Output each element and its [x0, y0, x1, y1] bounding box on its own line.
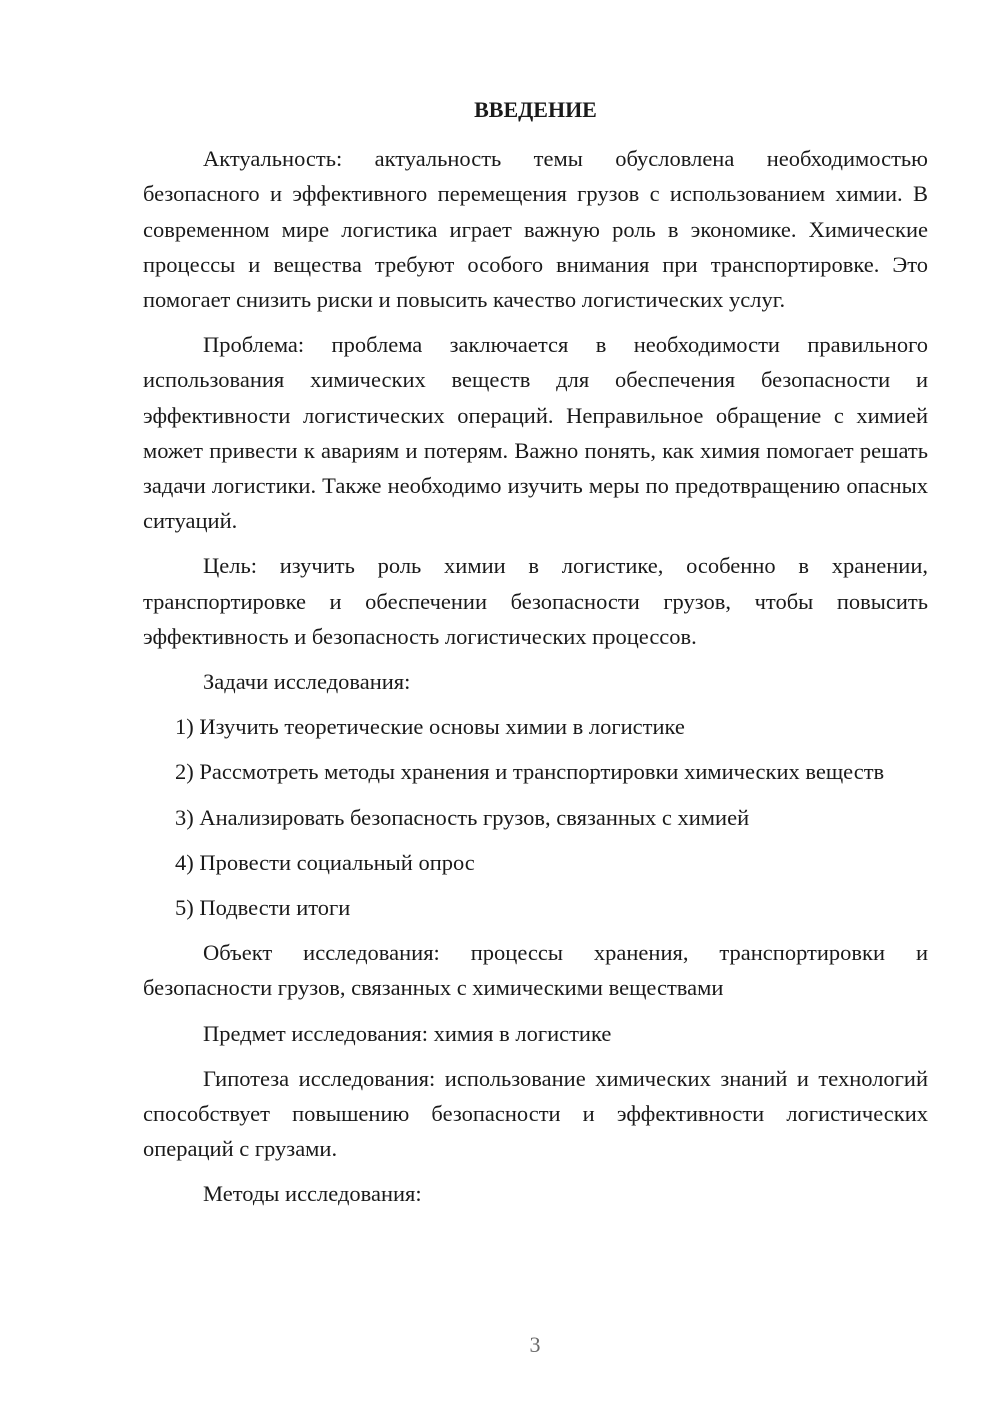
section-title: ВВЕДЕНИЕ — [474, 97, 597, 122]
document-page — [143, 92, 928, 1222]
paragraph-problem: Проблема: проблема заключается в необходимости правильного использования химических веществ для обеспечения безопасности и эффективности логистических операций. Неправильное обращение с химией может привести к авариям и потерям. Важно понять, как химия помогает решать задачи логистики. Также необходимо изучить меры по предотвращению опасных ситуаций. — [143, 332, 928, 534]
tasks-heading: Задачи исследования: — [203, 669, 411, 695]
methods-heading: Методы исследования: — [203, 1181, 422, 1207]
paragraph-object: Объект исследования: процессы хранения, транспортировки и безопасности грузов, связанных с химическими веществами — [143, 940, 928, 1001]
list-item: 3) Анализировать безопасность грузов, связанных с химией — [175, 804, 750, 830]
list-item: 4) Провести социальный опрос — [175, 849, 475, 875]
paragraph-subject: Предмет исследования: химия в логистике — [203, 1020, 612, 1046]
paragraph-goal: Цель: изучить роль химии в логистике, особенно в хранении, транспортировке и обеспечении безопасности грузов, чтобы повысить эффективность и безопасность логистических процессов. — [143, 553, 928, 649]
list-item: 1) Изучить теоретические основы химии в логистике — [175, 714, 685, 740]
page-number: 3 — [529, 1332, 541, 1357]
paragraph-hypothesis: Гипотеза исследования: использование химических знаний и технологий способствует повышению безопасности и эффективности логистических операций с грузами. — [143, 1065, 928, 1162]
list-item: 2) Рассмотреть методы хранения и транспортировки химических веществ — [175, 759, 885, 785]
paragraph-relevance: Актуальность: актуальность темы обусловлена необходимостью безопасного и эффективного перемещения грузов с использованием химии. В современном мире логистика играет важную роль в экономике. Химические процессы и вещества требуют особого внимания при транспортировке. Это помогает снизить риски и повысить качество логистических услуг. — [143, 146, 928, 313]
list-item: 5) Подвести итоги — [175, 895, 351, 921]
